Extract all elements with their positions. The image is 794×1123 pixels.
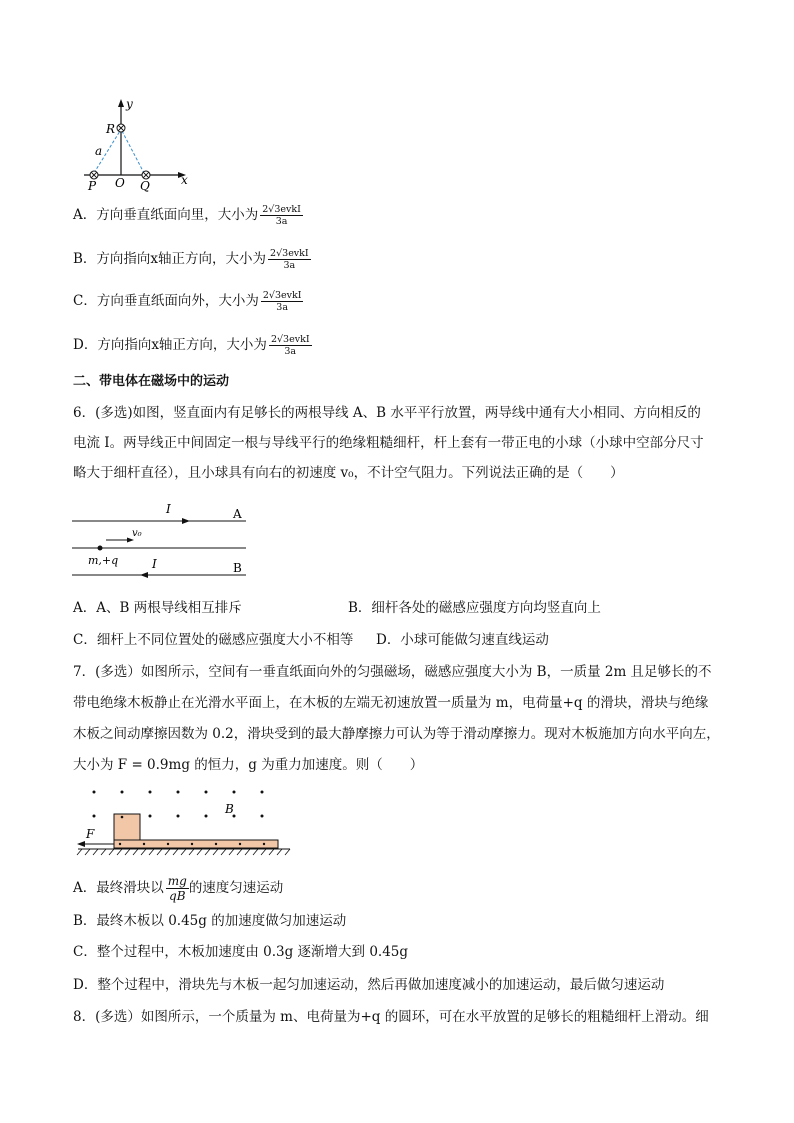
q5-option-a: A．方向垂直纸面向里，大小为 $\frac{\text{2√3evkI}}{3a}$ [73, 204, 301, 227]
q5-option-c: C．方向垂直纸面向外，大小为 $\frac{\text{2√3evkI}}{3a}$ [73, 290, 302, 313]
Q-label: Q [140, 179, 150, 193]
q6-text-line1: 6．(多选)如图，竖直面内有足够长的两根导线 A、B 水平平行放置，两导线中通有大小相同、方向相反的 [73, 405, 701, 421]
q7-option-d: D．整个过程中，滑块先与木板一起匀加速运动，然后再做加速度减小的加速运动，最后做匀速运动 [73, 977, 665, 993]
wire-Q-icon [142, 171, 150, 179]
q6-figure [68, 500, 253, 582]
v0-label: v₀ [132, 528, 142, 539]
q6-text-line2: 电流 I。两导线正中间固定一根与导线平行的绝缘粗糙细杆，杆上套有一带正电的小球（小球中空部分尺寸 [73, 435, 704, 451]
wire-R-icon [117, 124, 125, 132]
section-heading: 二、带电体在磁场中的运动 [73, 374, 230, 389]
a-label: a [95, 144, 103, 158]
field-B-label: B [225, 802, 234, 816]
current-I-top-label: I [166, 502, 171, 516]
wire-B-label: B [233, 561, 242, 575]
q5-option-b: B．方向指向x轴正方向，大小为 $\frac{\text{2√3evkI}}{3a}$ [73, 248, 309, 271]
q7-text-line1: 7．(多选）如图所示，空间有一垂直纸面向外的匀强磁场，磁感应强度大小为 B，一质量 2m 且足够长的不 [73, 664, 712, 680]
q7-option-b: B．最终木板以 0.45g 的加速度做匀加速运动 [73, 913, 347, 929]
q6-option-b: B．细杆各处的磁感应强度方向均竖直向上 [348, 600, 601, 616]
R-label: R [106, 122, 116, 136]
q7-text-line4: 大小为 F = 0.9mg 的恒力，g 为重力加速度。则（ ） [73, 757, 424, 773]
q6-text-line3: 略大于细杆直径），且小球具有向右的初速度 v₀，不计空气阻力。下列说法正确的是（ ） [73, 465, 624, 481]
O-label: O [115, 176, 125, 190]
P-label: P [88, 179, 97, 193]
q6-option-d: D．小球可能做匀速直线运动 [376, 632, 549, 648]
wire-A-label: A [233, 507, 242, 521]
q7-option-a: A．最终滑块以 $\frac{mg}{qB}$ 的速度匀速运动 [73, 874, 284, 903]
y-axis-label: y [126, 97, 133, 111]
ball-label: m,+q [88, 554, 119, 567]
q7-option-c: C．整个过程中，木板加速度由 0.3g 逐渐增大到 0.45g [73, 944, 409, 960]
q5-figure [80, 95, 200, 195]
current-I-bottom-label: I [152, 557, 157, 571]
q8-text-line1: 8．(多选）如图所示，一个质量为 m、电荷量为+q 的圆环，可在水平放置的足够长的粗糙细杆上滑动。细 [73, 1009, 709, 1025]
wire-P-icon [90, 171, 98, 179]
q7-text-line2: 带电绝缘木板静止在光滑水平面上，在木板的左端无初速放置一质量为 m，电荷量+q 的滑块，滑块与绝缘 [73, 695, 709, 711]
q7-text-line3: 木板之间动摩擦因数为 0.2，滑块受到的最大静摩擦力可认为等于滑动摩擦力。现对木板施加方向水平向左， [73, 726, 720, 742]
q7-figure [70, 783, 295, 858]
q6-option-c: C．细杆上不同位置处的磁感应强度大小不相等 [73, 632, 354, 648]
q5-option-d: D．方向指向x轴正方向，大小为 $\frac{\text{2√3evkI}}{3a}$ [73, 334, 310, 357]
q6-option-a: A．A、B 两根导线相互排斥 [73, 600, 242, 616]
force-F-label: F [86, 827, 95, 841]
x-axis-label: x [181, 173, 188, 187]
